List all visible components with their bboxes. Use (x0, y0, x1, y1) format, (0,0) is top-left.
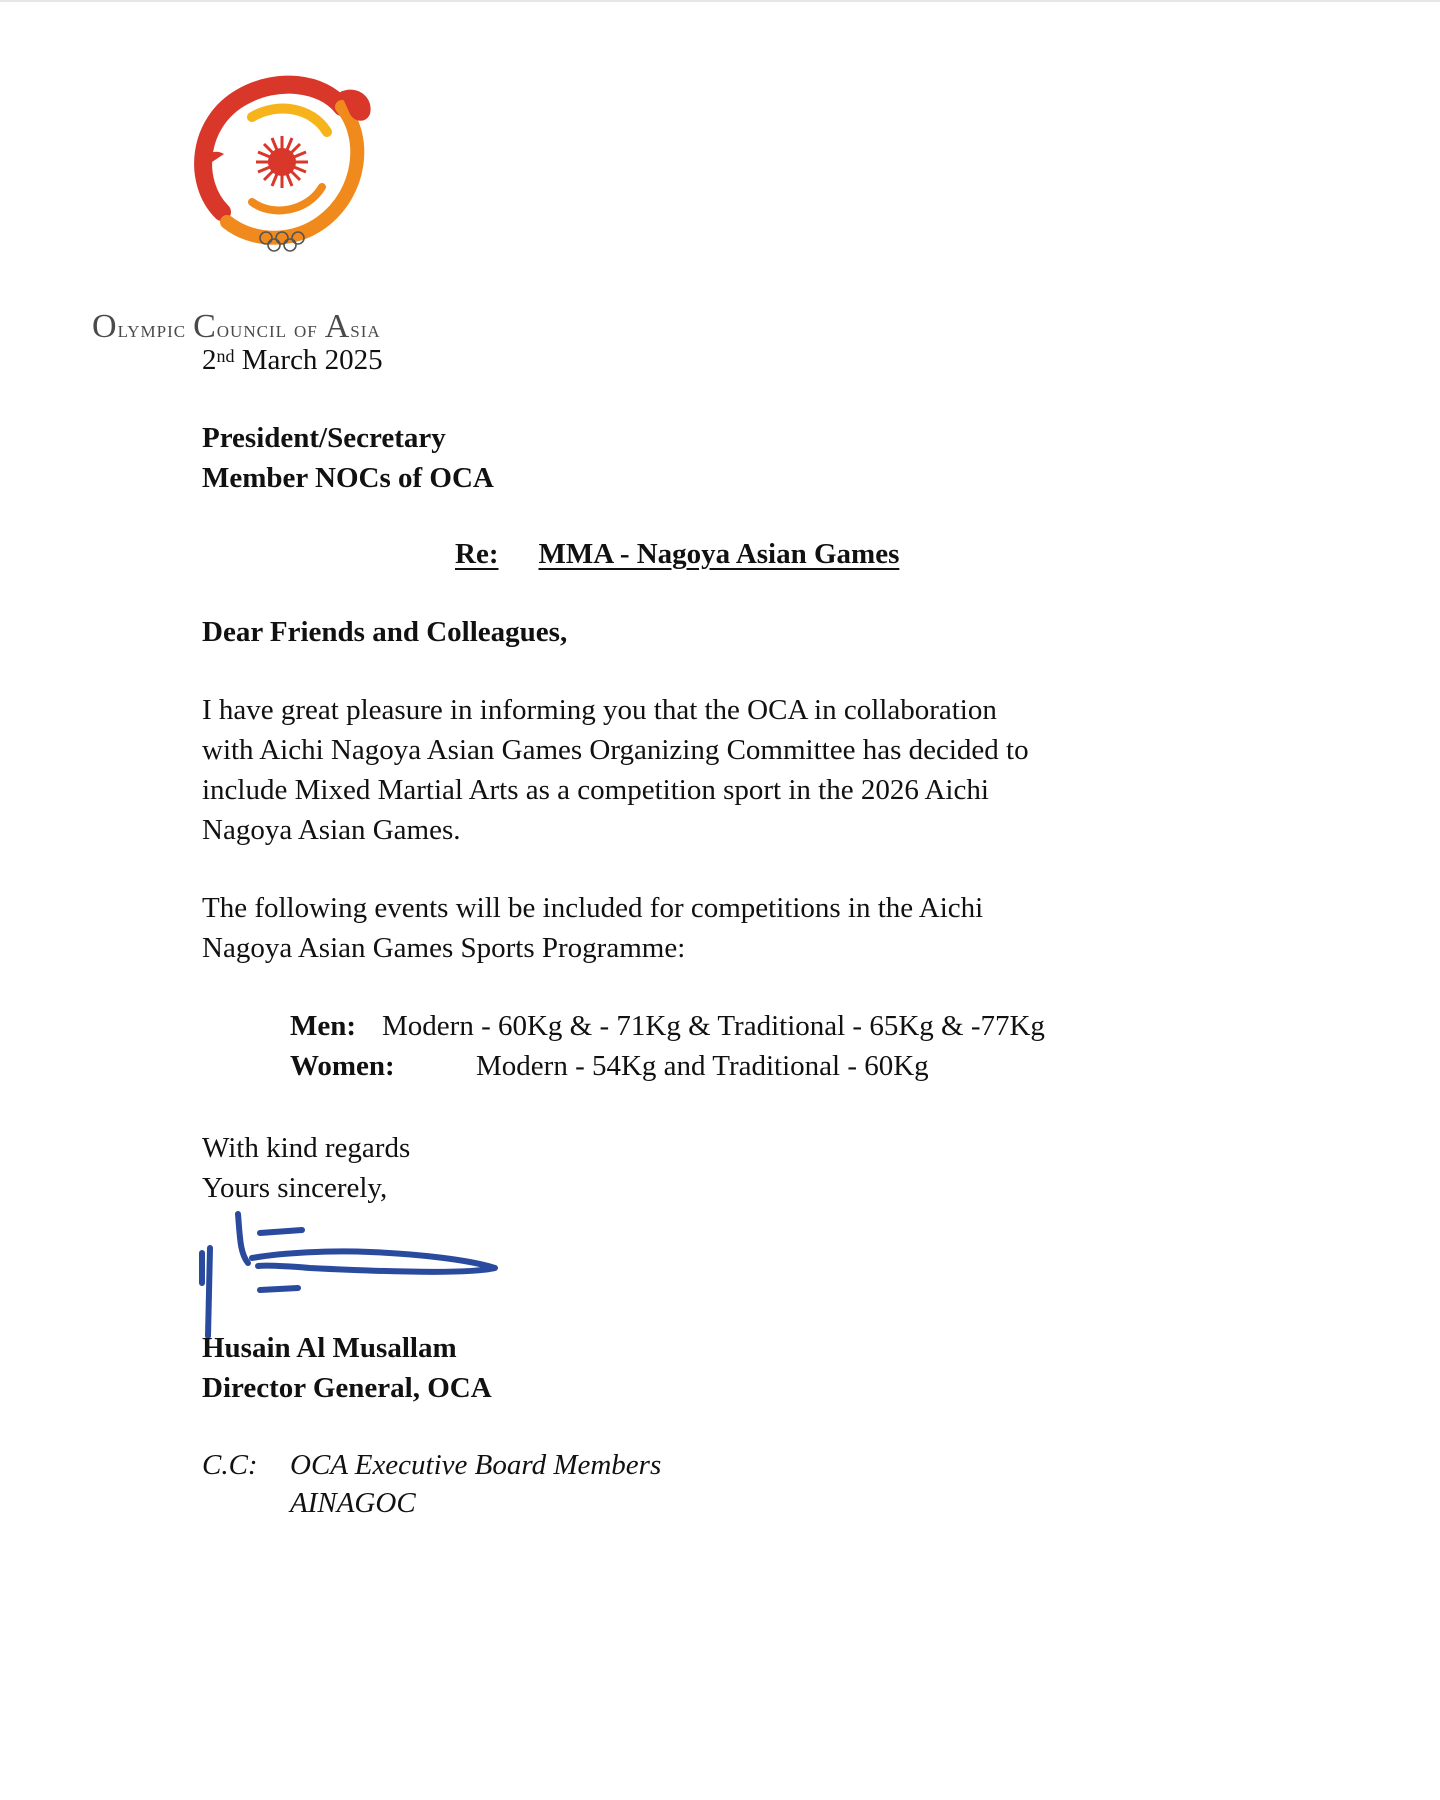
addressee-line: Member NOCs of OCA (202, 462, 494, 494)
paragraph-line: with Aichi Nagoya Asian Games Organizing Committee has decided to (202, 734, 1029, 766)
paragraph-line: I have great pleasure in informing you that the OCA in collaboration (202, 694, 997, 726)
cc-label: C.C: (202, 1449, 258, 1481)
cc-recipient: OCA Executive Board Members (290, 1449, 662, 1481)
cc-line (202, 1484, 661, 1522)
salutation: Dear Friends and Colleagues, (202, 616, 568, 648)
cc-recipient: AINAGOC (290, 1487, 416, 1519)
women-events: Modern - 54Kg and Traditional - 60Kg (476, 1050, 929, 1082)
events-women-row (290, 1046, 1045, 1086)
paragraph-line: Nagoya Asian Games Sports Programme: (202, 932, 686, 964)
closing-line: Yours sincerely, (202, 1172, 388, 1204)
body-paragraph-1 (202, 690, 1029, 850)
signatory-title: Director General, OCA (202, 1372, 492, 1404)
oca-logo (182, 62, 382, 262)
paragraph-line: The following events will be included for competitions in the Aichi (202, 892, 984, 924)
paragraph-line: Nagoya Asian Games. (202, 814, 461, 846)
addressee-block (202, 418, 494, 498)
letterhead (92, 62, 472, 345)
handwritten-signature (190, 1208, 510, 1338)
men-events: Modern - 60Kg & - 71Kg & Traditional - 65Kg & -77Kg (382, 1010, 1045, 1042)
organization-name: Olympic Council of Asia (92, 308, 381, 345)
top-border (0, 0, 1440, 2)
closing-line: With kind regards (202, 1132, 411, 1164)
closing-block (202, 1128, 410, 1208)
body-paragraph-2 (202, 888, 983, 968)
signatory-name: Husain Al Musallam (202, 1332, 457, 1364)
men-label: Men: (290, 1010, 357, 1042)
signatory-block (202, 1328, 492, 1408)
subject-line: Re: MMA - Nagoya Asian Games (455, 538, 900, 570)
events-men-row (290, 1006, 1045, 1046)
paragraph-line: include Mixed Martial Arts as a competition sport in the 2026 Aichi (202, 774, 989, 806)
letter-date: 2nd March 2025 (202, 344, 383, 376)
women-label: Women: (290, 1050, 395, 1082)
cc-line (202, 1446, 661, 1484)
cc-block (202, 1446, 661, 1522)
events-list (290, 1006, 1045, 1086)
addressee-line: President/Secretary (202, 422, 446, 454)
